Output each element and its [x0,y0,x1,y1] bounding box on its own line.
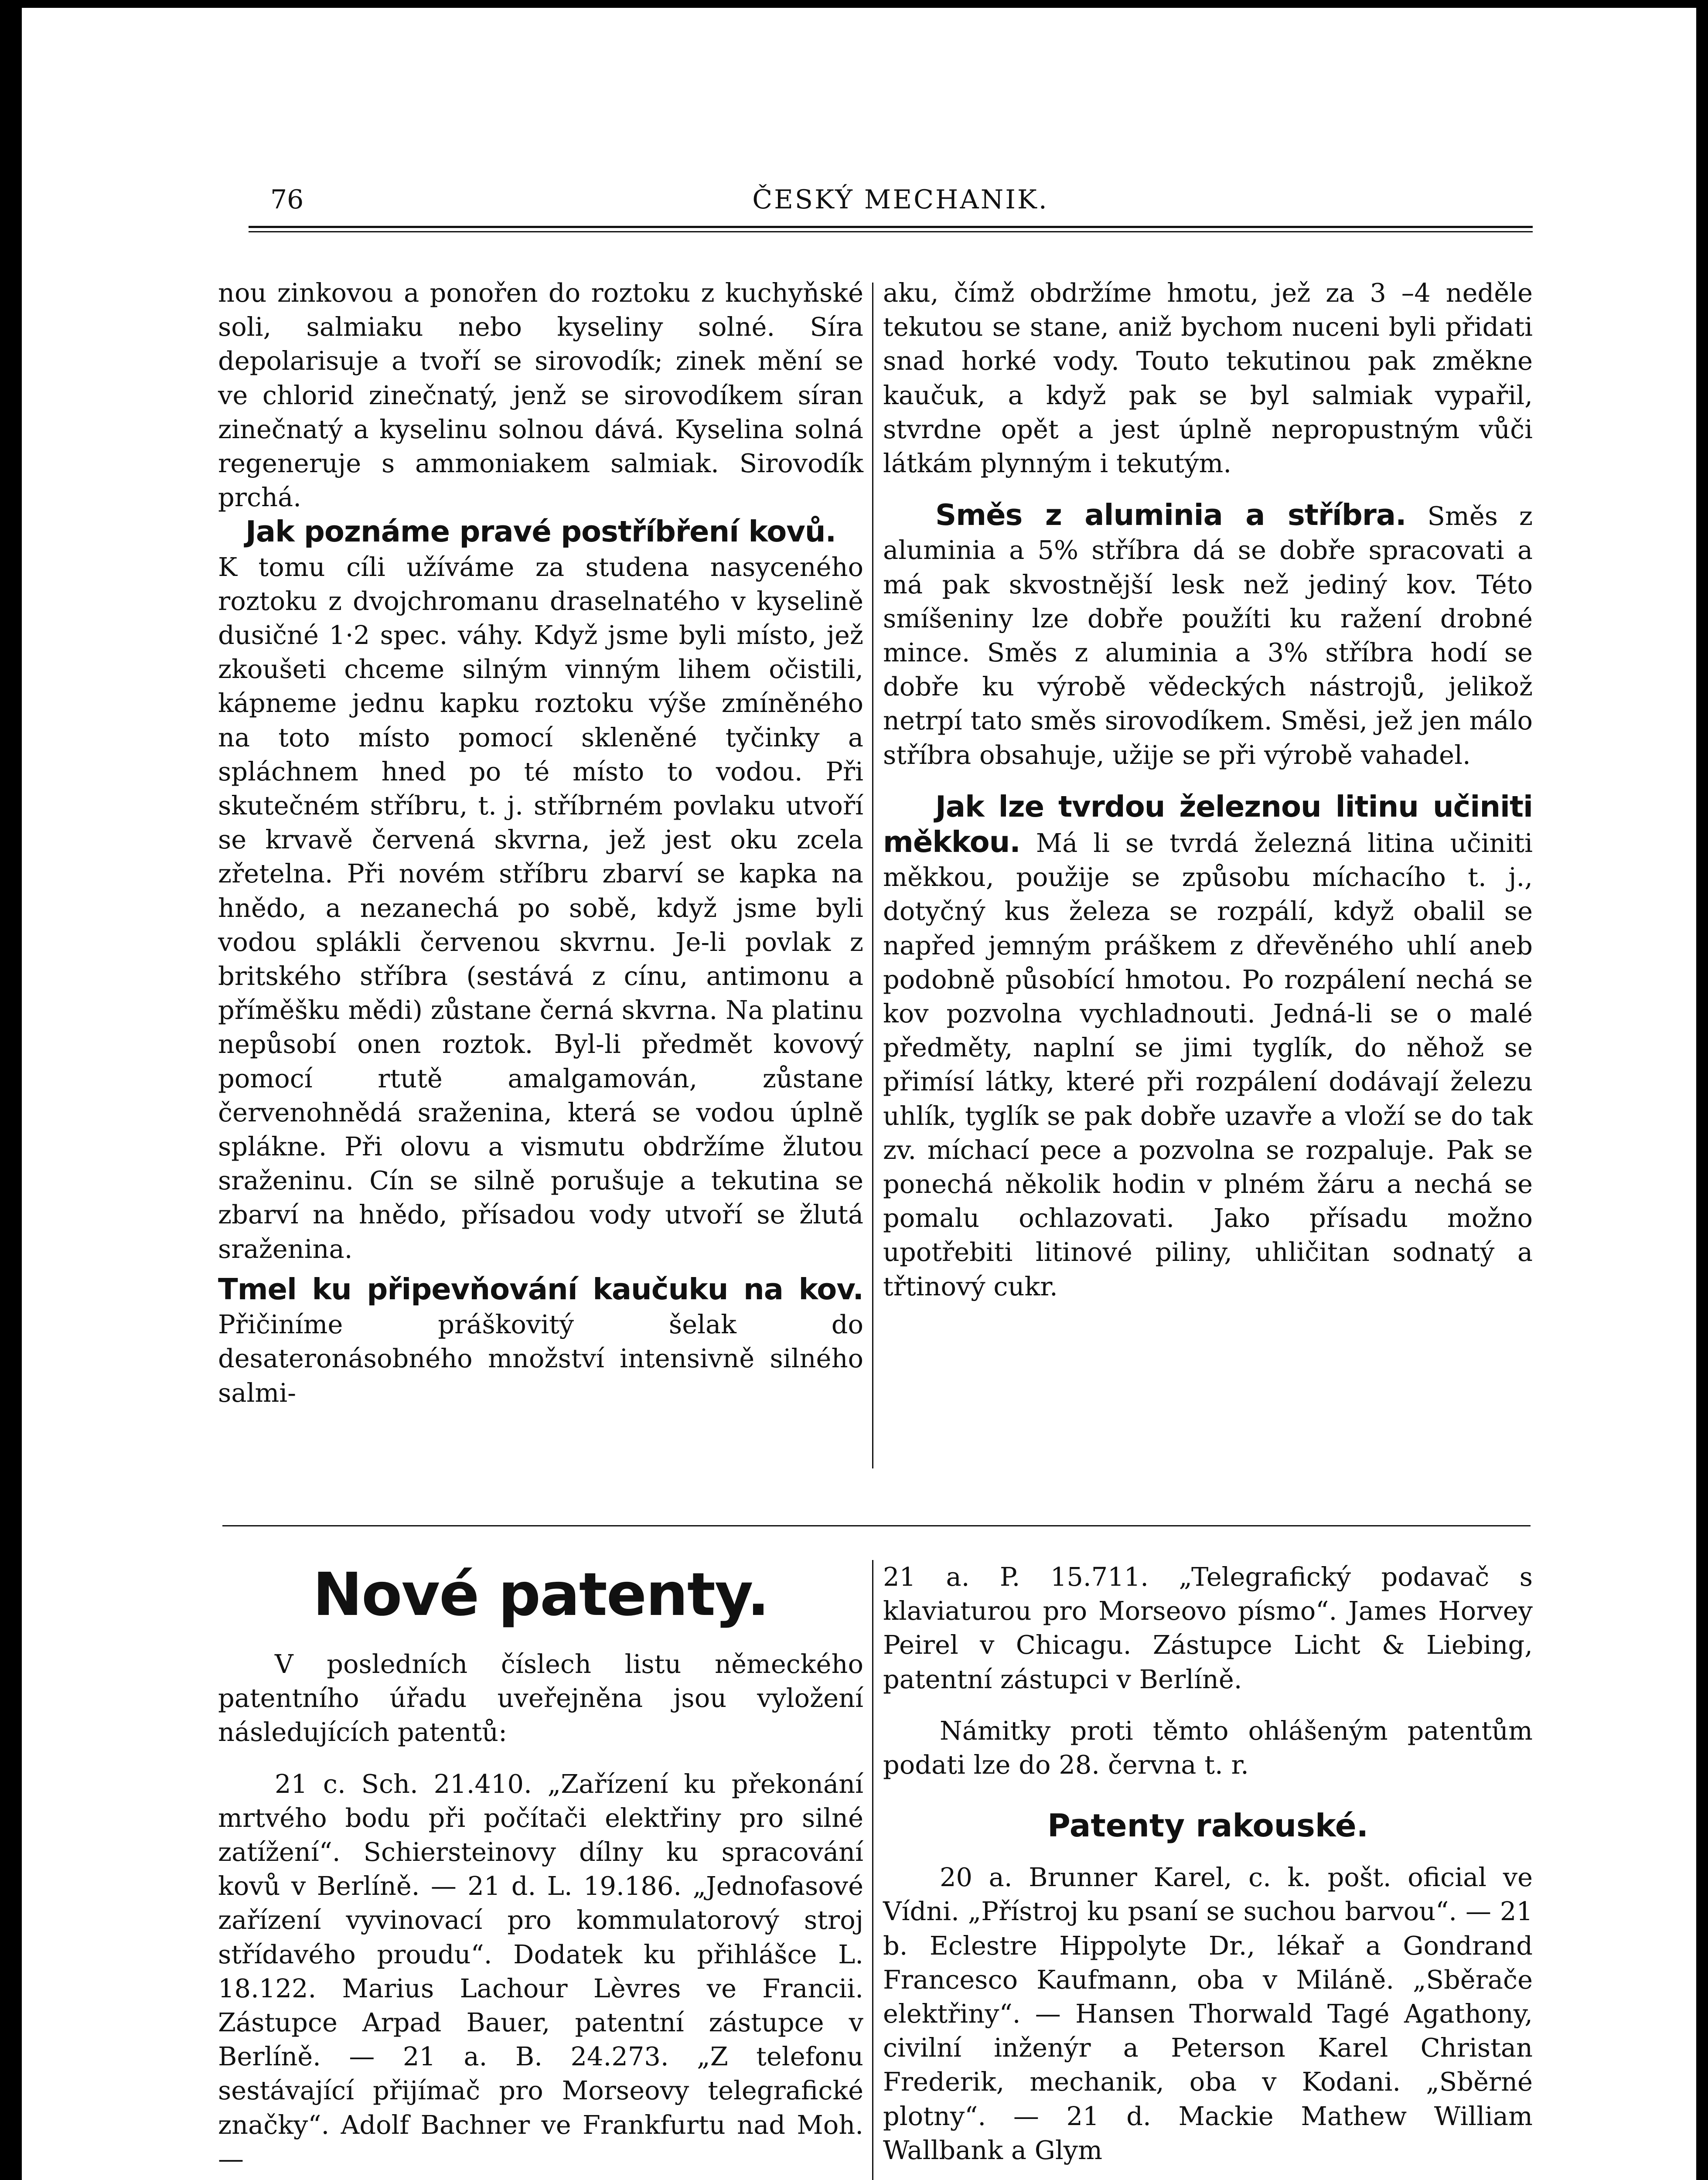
section-heading-cast-iron: Jak lze tvrdou železnou litinu učiniti měkkou. [883,789,1533,859]
german-patent-entries-continued: 21 a. P. 15.711. „Telegrafický podavač s klaviaturou pro Morseovo písmo“. James Horvey Peirel v Chicagu. Zástupce Licht & Liebing, patentní zástupci v Berlíně. [883,1562,1533,1694]
objection-notice: Námitky proti těmto ohlášeným patentům podati lze do 28. června t. r. [883,1715,1533,1780]
german-patent-entries: 21 c. Sch. 21.410. „Zařízení ku překonání mrtvého bodu při počítači elektřiny pro silné zatížení“. Schiersteinovy dílny ku spracování kovů v Berlíně. — 21 d. L. 19.186. „Jednofasové zařízení vyvinovací pro kommulatorový stroj střídavého proudu“. Dodatek ku přihlášce L. 18.122. Marius Lachour Lèvres ve Francii. Zástupce Arpad Bauer, patentní zástupce v Berlíně. — 21 a. B. 24.273. „Z telefonu sestávající přijímač pro Morseovy telegrafické značky“. Adolf Bachner ve Frankfurtu nad Moh. — [218,1768,863,2174]
section-divider [222,1525,1531,1526]
patents-intro: V posledních číslech listu německého patentního úřadu uveřejněna jsou vyložení následujících patentů: [218,1649,863,1747]
paragraph-silver-test: K tomu cíli užíváme za studena nasyceného roztoku z dvojchromanu draselnatého v kyselině dusičné 1·2 spec. váhy. Když jsme byli místo, jež zkoušeti chceme silným vinným lihem očistili, kápneme jednu kapku roztoku výše zmíněného na toto místo pomocí skleněné tyčinky a spláchnem hned po té místo to vodou. Při skutečném stříbru, t. j. stříbrném povlaku utvoří se krvavě červená skvrna, jež jest oku zcela zřetelna. Při novém stříbru zbarví se kapka na hnědo, a nezanechá po sobě, když jsme byli vodou splákli červenou skvrnu. Je-li povlak z britského stříbra (sestává z cínu, antimonu a příměšku mědi) zůstane černá skvrna. Na platinu nepůsobí onen roztok. Byl-li předmět kovový pomocí rtutě amalgamován, zůstane červenohnědá sraženina, která se vodou úplně splákne. Při olovu a vismutu obdržíme žlutou sraženinu. Cín se silně porušuje a tekutina se zbarví na hnědo, přísadou vody utvoří se žlutá sraženina. [218,552,863,1264]
top-left-column [218,276,863,1479]
page-number: 76 [270,184,304,215]
patents-title: Nové patenty. [313,1560,769,1629]
journal-title: ČESKÝ MECHANIK. [752,184,1049,215]
section-heading-silver-test: Jak poznáme pravé postříbření kovů. [245,514,836,549]
header-rule-top [249,226,1533,228]
paragraph-rubber-continued: aku, čímž obdržíme hmotu, jež za 3 –4 neděle tekutou se stane, aniž bychom nuceni byli přidati snad horké vody. Touto tekutinou pak změkne kaučuk, a když pak se byl salmiak vypařil, stvrdne opět a jest úplně nepropustným vůči látkám plynným i tekutým. [883,278,1533,479]
austrian-patents-heading: Patenty rakouské. [1047,1807,1369,1844]
section-heading-aluminium: Směs z aluminia a stříbra. [935,498,1406,532]
austrian-patent-entries: 20 a. Brunner Karel, c. k. pošt. oficial ve Vídni. „Přístroj ku psaní se suchou barvou“. — 21 b. Eclestre Hippolyte Dr., lékař a Gondrand Francesco Kaufmann, oba v Miláně. „Sběrače elektřiny“. — Hansen Thorwald Tagé Agathony, civilní inženýr a Peterson Karel Christan Frederik, mechanik, oba v Kodani. „Sběrné plotny“. — 21 d. Mackie Mathew William Wallbank a Glym [883,1862,1533,2165]
paper-sheet [22,8,1696,2180]
top-right-column [883,276,1533,1479]
paragraph-cast-iron: Jak lze tvrdou železnou litinu učiniti měkkou. Má li se tvrdá železná litina učiniti měkkou, použije se způsobu míchacího t. j., dotyčný kus železa se rozpálí, když obalil se napřed jemným práškem z dřevěného uhlí aneb podobně působící hmotou. Po rozpálení nechá se kov pozvolna vychladnouti. Jedná-li se o malé předměty, naplní se jimi tyglík, do něhož se přimísí látky, které při rozpálení dodávají železu uhlík, tyglík se pak dobře uzavře a vloží se do tak zv. míchací pece a pozvolna se rozpaluje. Pak se ponechá několik hodin v plném žáru a nechá se pomalu ochlazovati. Jako přísadu možno upotřebiti litinové piliny, uhličitan sodnatý a třtinový cukr. [883,789,1533,1301]
header-rule-bottom [249,231,1533,232]
paragraph-aluminium-silver: Směs z aluminia a stříbra. Směs z aluminia a 5% stříbra dá se dobře spracovati a má pak skvostnější lesk než jediný kov. Této smíšeniny lze dobře použíti ku ražení drobné mince. Směs z aluminia a 3% stříbra hodí se dobře ku výrobě vědeckých nástrojů, jelikož netrpí tato směs sirovodíkem. Směsi, jež jen málo stříbra obsahuje, užije se při výrobě vahadel. [883,498,1533,770]
paragraph-rubber-cement: Tmel ku připevňování kaučuku na kov. Přičiníme práškovitý šelak do desateronásobného množství intensivně silného salmi- [218,1272,863,1408]
patents-left-column [218,1560,863,2180]
column-divider-top [872,283,873,1468]
running-header [270,184,1531,224]
column-divider-patents [872,1560,873,2180]
patents-right-column [883,1560,1533,2180]
section-heading-rubber-cement: Tmel ku připevňování kaučuku na kov. [218,1272,863,1306]
paragraph-sulfur: nou zinkovou a ponořen do roztoku z kuchyňské soli, salmiaku nebo kyseliny solné. Síra depolarisuje a tvoří se sirovodík; zinek mění se ve chlorid zinečnatý, jenž se sirovodíkem síran zinečnatý a kyselinu solnou dává. Kyselina solná regeneruje s ammoniakem salmiak. Sirovodík prchá. [218,278,863,513]
